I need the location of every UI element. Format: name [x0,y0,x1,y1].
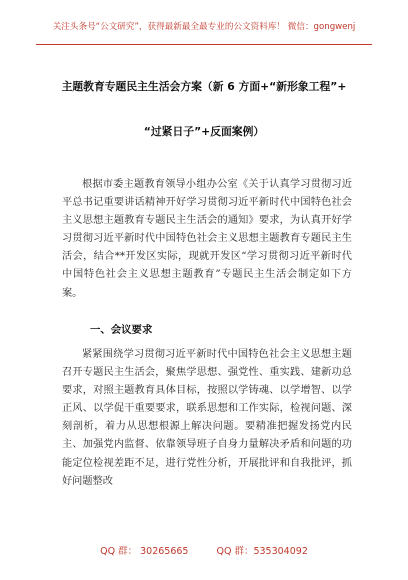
footer-qq-group-1: QQ 群： 30265665 [100,546,189,557]
footer-contact [0,543,408,557]
intro-paragraph: 根据市委主题教育领导小组办公室《关于认真学习贯彻习近平总书记重要讲话精神开好学习贯彻习近平新时代中国特色社会主义思想主题教育专题民主生活会的通知》要求，为认真开好学习贯彻习近平新时代中国特色社会主义思想主题教育专题民主生活会，结合**开发区实际，现就开发区“学习贯彻习近平新时代中国特色社会主义思想主题教育”专题民主生活会制定如下方案。 [62,179,352,299]
header-banner: 关注头条号“公文研究”，获得最新最全最专业的公文资料库！ 微信：gongwenj [52,22,356,32]
section-heading-meeting-requirements: 一、会议要求 [90,324,153,336]
requirements-paragraph: 紧紧围绕学习贯彻习近平新时代中国特色社会主义思想主题召开专题民主生活会，聚焦学思想、强党性、重实践、建新功总要求，对照主题教育具体目标，按照以学铸魂、以学增智、以学正风、以学促干重要要求，联系思想和工作实际，检视问题、深刻剖析，着力从思想根源上解决问题。要精准把握发扬党内民主、加强党内监督、依靠领导班子自身力量解决矛盾和问题的功能定位检视差距不足，进行党性分析，开展批评和自我批评，抓好问题整改 [62,349,352,487]
footer-qq-group-2: QQ 群：535304092 [216,546,308,557]
header-divider [36,44,372,45]
document-title-line-1: 主题教育专题民主生活会方案（新 6 方面+“新形象工程”+ [61,80,347,93]
document-title-line-2: “过紧日子”+反面案例） [143,125,265,138]
